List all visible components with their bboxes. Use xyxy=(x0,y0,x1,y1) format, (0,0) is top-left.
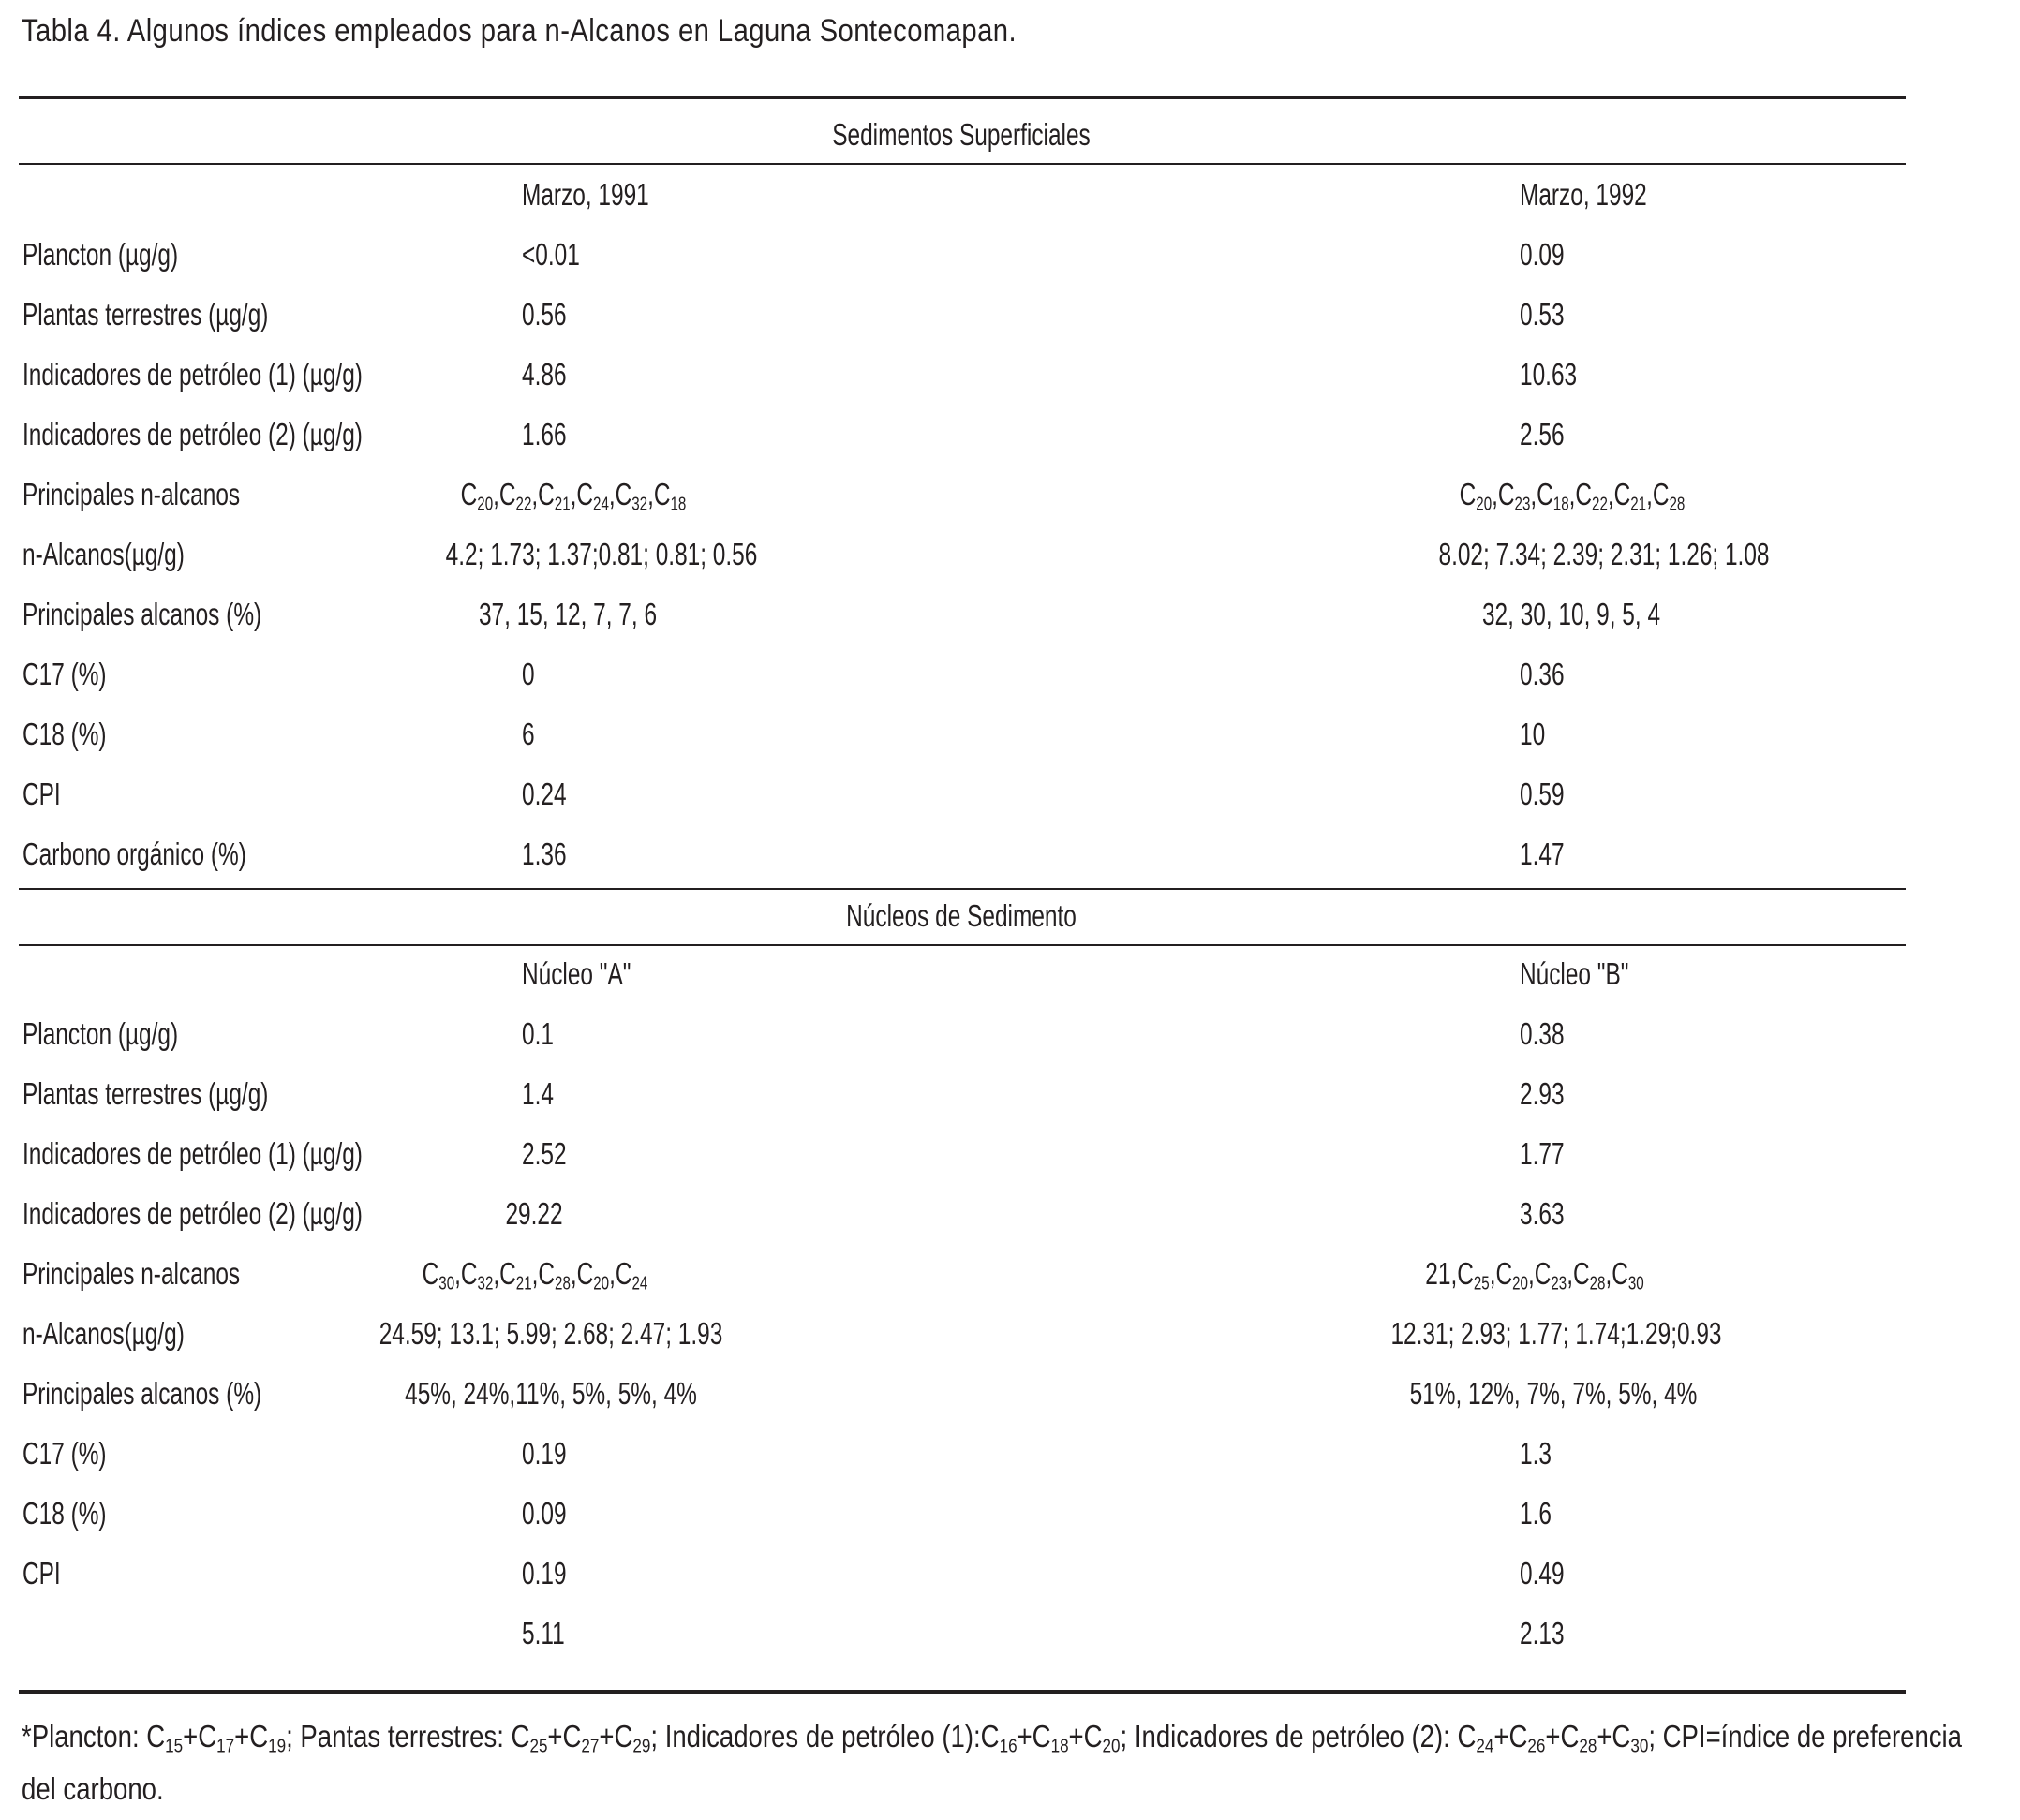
cell-value-1: 0.24 xyxy=(522,777,567,811)
row-label: C18 (%) xyxy=(22,1496,107,1531)
cell-value-2: 8.02; 7.34; 2.39; 2.31; 1.26; 1.08 xyxy=(1438,537,1770,571)
row-label: Principales alcanos (%) xyxy=(22,597,262,631)
row-label: n-Alcanos(µg/g) xyxy=(22,537,185,571)
footnote-line-2: del carbono. xyxy=(22,1771,164,1806)
cell-value-1: 4.86 xyxy=(522,357,567,392)
cell-value-2: 0.09 xyxy=(1520,237,1565,272)
cell-value-1: 24.59; 13.1; 5.99; 2.68; 2.47; 1.93 xyxy=(379,1316,723,1351)
row-label: Indicadores de petróleo (2) (µg/g) xyxy=(22,417,363,451)
cell-value-1: 0 xyxy=(522,657,535,691)
row-label: n-Alcanos(µg/g) xyxy=(22,1316,185,1351)
row-label: Indicadores de petróleo (1) (µg/g) xyxy=(22,357,363,392)
cell-value-1: 45%, 24%,11%, 5%, 5%, 4% xyxy=(405,1376,697,1411)
cell-value-2: 3.63 xyxy=(1520,1196,1565,1231)
cell-value-2: 51%, 12%, 7%, 7%, 5%, 4% xyxy=(1409,1376,1698,1411)
cell-value-2: 1.77 xyxy=(1520,1136,1565,1171)
cell-value-1: 0.19 xyxy=(522,1556,567,1591)
cell-value-1: 29.22 xyxy=(505,1196,563,1231)
cell-value-1: 37, 15, 12, 7, 7, 6 xyxy=(478,597,658,631)
cell-value-1: $C_{20},C_{22},C_{21},C_{24},C_{32},C_{18}$ xyxy=(460,477,687,515)
row-label: Principales n-alcanos xyxy=(22,477,241,511)
cell-value-2: 1.47 xyxy=(1520,836,1565,871)
cell-value-2: $21,C_{25},C_{20},C_{23},C_{28},C_{30}$ xyxy=(1425,1256,1644,1295)
section-rule xyxy=(19,163,1906,165)
row-label: C17 (%) xyxy=(22,1436,107,1471)
cell-value-1: $C_{30},C_{32},C_{21},C_{28},C_{20},C_{24}$ xyxy=(422,1256,648,1295)
cell-value-2: 0.53 xyxy=(1520,297,1565,332)
row-label: Carbono orgánico (%) xyxy=(22,836,246,871)
section-title-nucleos: Núcleos de Sedimento xyxy=(846,898,1077,933)
cell-value-2: $C_{20},C_{23},C_{18},C_{22},C_{21},C_{28}$ xyxy=(1459,477,1686,515)
cell-value-1: 5.11 xyxy=(522,1616,565,1650)
row-label: CPI xyxy=(22,1556,61,1591)
footnote-line-1: *Plancton: $C_{15}+C_{17}+C_{19}$; Pantas terrestres: $C_{25}+C_{27}+C_{29}$; Indicadores de petróleo $(1):C_{16}+C_{18}+C_{20}$; Indicadores de petróleo (2): $C_{24}+C_{26}+C_{28}+C_{30}$; CPI=índice de preferencia xyxy=(22,1719,1963,1757)
section-title-superficiales: Sedimentos Superficiales xyxy=(832,117,1091,152)
row-label: CPI xyxy=(22,777,61,811)
cell-value-1: 1.66 xyxy=(522,417,567,451)
row-label: Indicadores de petróleo (1) (µg/g) xyxy=(22,1136,363,1171)
column-header-1: Marzo, 1991 xyxy=(522,177,649,212)
column-header-2: Núcleo "B" xyxy=(1520,956,1629,991)
cell-value-2: 32, 30, 10, 9, 5, 4 xyxy=(1481,597,1661,631)
cell-value-1: 2.52 xyxy=(522,1136,567,1171)
cell-value-2: 12.31; 2.93; 1.77; 1.74;1.29;0.93 xyxy=(1390,1316,1722,1351)
row-label: Plancton (µg/g) xyxy=(22,1016,179,1051)
table-caption: Tabla 4. Algunos índices empleados para n-Alcanos en Laguna Sontecomapan. xyxy=(22,13,1017,49)
row-label: Plantas terrestres (µg/g) xyxy=(22,1076,269,1111)
cell-value-2: 10.63 xyxy=(1520,357,1578,392)
cell-value-1: 4.2; 1.73; 1.37;0.81; 0.81; 0.56 xyxy=(445,537,758,571)
cell-value-1: 1.36 xyxy=(522,836,567,871)
bottom-rule xyxy=(19,1690,1906,1694)
cell-value-1: 0.56 xyxy=(522,297,567,332)
section-rule xyxy=(19,944,1906,946)
cell-value-2: 0.38 xyxy=(1520,1016,1565,1051)
table-footnote xyxy=(22,1710,1963,1815)
cell-value-2: 1.6 xyxy=(1520,1496,1552,1531)
cell-value-2: 2.93 xyxy=(1520,1076,1565,1111)
cell-value-1: 0.09 xyxy=(522,1496,567,1531)
cell-value-2: 1.3 xyxy=(1520,1436,1552,1471)
row-label: Principales alcanos (%) xyxy=(22,1376,262,1411)
cell-value-1: <0.01 xyxy=(522,237,580,272)
column-header-2: Marzo, 1992 xyxy=(1520,177,1647,212)
row-label: Indicadores de petróleo (2) (µg/g) xyxy=(22,1196,363,1231)
cell-value-2: 2.13 xyxy=(1520,1616,1565,1650)
row-label: C17 (%) xyxy=(22,657,107,691)
cell-value-2: 0.59 xyxy=(1520,777,1565,811)
row-label: Plantas terrestres (µg/g) xyxy=(22,297,269,332)
cell-value-1: 6 xyxy=(522,717,535,751)
row-label: Principales n-alcanos xyxy=(22,1256,241,1291)
section-rule xyxy=(19,888,1906,890)
column-header-1: Núcleo "A" xyxy=(522,956,631,991)
cell-value-2: 2.56 xyxy=(1520,417,1565,451)
cell-value-2: 10 xyxy=(1520,717,1546,751)
cell-value-1: 1.4 xyxy=(522,1076,554,1111)
cell-value-2: 0.36 xyxy=(1520,657,1565,691)
top-rule xyxy=(19,96,1906,99)
row-label: Plancton (µg/g) xyxy=(22,237,179,272)
cell-value-2: 0.49 xyxy=(1520,1556,1565,1591)
cell-value-1: 0.19 xyxy=(522,1436,567,1471)
row-label: C18 (%) xyxy=(22,717,107,751)
cell-value-1: 0.1 xyxy=(522,1016,554,1051)
